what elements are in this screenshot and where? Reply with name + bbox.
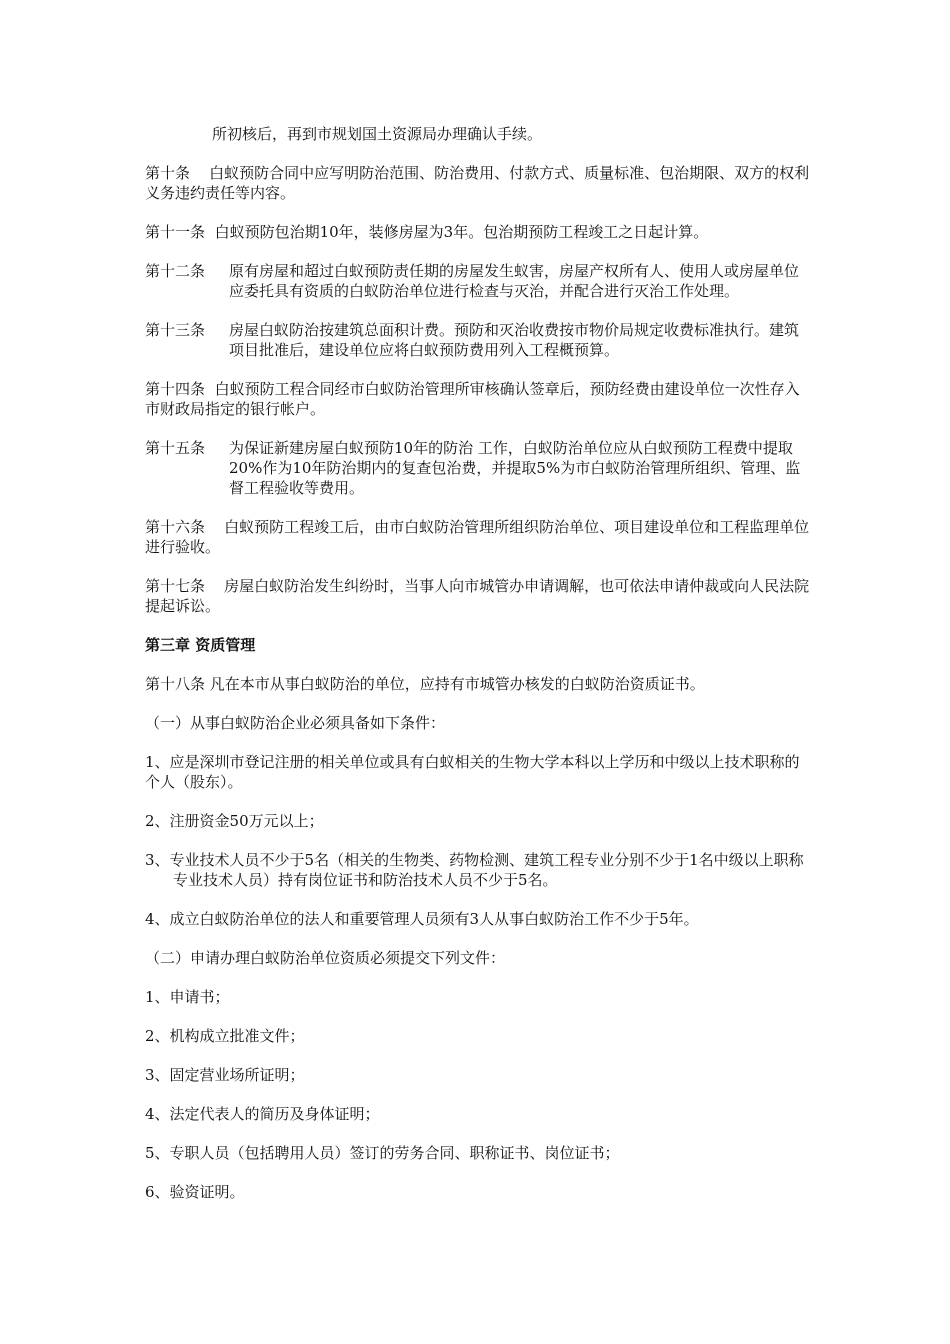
- article-text: 白蚁预防包治期10年，装修房屋为3年。包治期预防工程竣工之日起计算。: [214, 223, 709, 241]
- article-text: 白蚁预防工程合同经市白蚁防治管理所审核确认签章后，预防经费由建设单位一次性存入市财政局指定的银行帐户。: [145, 380, 800, 418]
- article-text: 房屋白蚁防治按建筑总面积计费。预防和灭治收费按市物价局规定收费标准执行。建筑项目批准后，建设单位应将白蚁预防费用列入工程概预算。: [229, 321, 800, 359]
- section-heading-conditions: （一）从事白蚁防治企业必须具备如下条件：: [145, 714, 446, 732]
- document-item: 1、申请书；: [145, 988, 230, 1006]
- chapter-heading: 第三章 资质管理: [145, 636, 256, 654]
- article-label: 第十七条: [145, 577, 206, 595]
- article-text: 白蚁预防合同中应写明防治范围、防治费用、付款方式、质量标准、包治期限、双方的权利义务违约责任等内容。: [145, 164, 810, 202]
- article-15: [145, 438, 810, 498]
- article-text: 原有房屋和超过白蚁预防责任期的房屋发生蚁害，房屋产权所有人、使用人或房屋单位应委托具有资质的白蚁防治单位进行检查与灭治，并配合进行灭治工作处理。: [229, 262, 800, 300]
- article-17: [145, 576, 810, 616]
- article-label: 第十条: [145, 164, 191, 182]
- article-10: [145, 163, 810, 203]
- document-item: 6、验资证明。: [145, 1183, 245, 1201]
- article-14: [145, 379, 810, 419]
- article-label: 第十六条: [145, 518, 206, 536]
- article-label: 第十二条: [145, 262, 206, 280]
- article-11: [145, 222, 810, 242]
- article-text: 白蚁预防工程竣工后，由市白蚁防治管理所组织防治单位、项目建设单位和工程监理单位进行验收。: [145, 518, 810, 556]
- condition-item: 2、注册资金50万元以上；: [145, 812, 324, 830]
- article-12: [145, 261, 810, 301]
- article-label: 第十四条: [145, 380, 206, 398]
- article-16: [145, 517, 810, 557]
- article-text: 为保证新建房屋白蚁预防10年的防治 工作，白蚁防治单位应从白蚁预防工程费中提取20%作为10年防治期内的复查包治费，并提取5%为市白蚁防治管理所组织、管理、监督工程验收等费用。: [229, 439, 801, 497]
- condition-item: 3、专业技术人员不少于5名（相关的生物类、药物检测、建筑工程专业分别不少于1名中级以上职称专业技术人员）持有岗位证书和防治技术人员不少于5名。: [145, 851, 804, 889]
- article-label: 第十三条: [145, 321, 206, 339]
- article-13: [145, 320, 810, 360]
- article-label: 第十一条: [145, 223, 206, 241]
- article-label: 第十五条: [145, 439, 206, 457]
- continuation-paragraph: 所初核后，再到市规划国土资源局办理确认手续。: [212, 125, 543, 143]
- condition-item: 4、成立白蚁防治单位的法人和重要管理人员须有3人从事白蚁防治工作不少于5年。: [145, 910, 699, 928]
- article-18: 第十八条 凡在本市从事白蚁防治的单位，应持有市城管办核发的白蚁防治资质证书。: [145, 675, 705, 693]
- document-item: 5、专职人员（包括聘用人员）签订的劳务合同、职称证书、岗位证书；: [145, 1144, 620, 1162]
- section-heading-documents: （二）申请办理白蚁防治单位资质必须提交下列文件：: [145, 949, 506, 967]
- document-item: 4、法定代表人的简历及身体证明；: [145, 1105, 380, 1123]
- document-item: 3、固定营业场所证明；: [145, 1066, 305, 1084]
- document-body: [145, 124, 810, 1221]
- condition-item: 1、应是深圳市登记注册的相关单位或具有白蚁相关的生物大学本科以上学历和中级以上技术职称的个人（股东）。: [145, 753, 800, 791]
- document-item: 2、机构成立批准文件；: [145, 1027, 305, 1045]
- article-text: 房屋白蚁防治发生纠纷时，当事人向市城管办申请调解，也可依法申请仲裁或向人民法院提起诉讼。: [145, 577, 810, 615]
